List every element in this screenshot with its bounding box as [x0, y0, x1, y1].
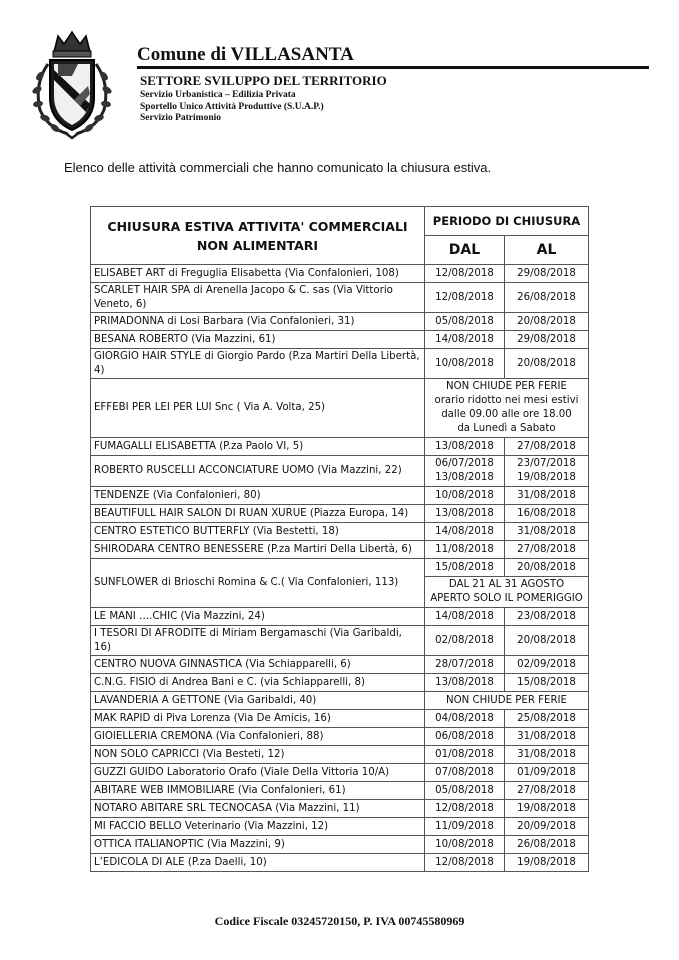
business-name: ROBERTO RUSCELLI ACCONCIATURE UOMO (Via Mazzini, 22)	[91, 456, 425, 487]
table-row	[91, 456, 589, 487]
business-name: GIORGIO HAIR STYLE di Giorgio Pardo (P.za Martiri Della Libertà, 4)	[91, 349, 425, 379]
table-row	[91, 656, 589, 674]
table-row	[91, 764, 589, 782]
business-name: GIOIELLERIA CREMONA (Via Confalonieri, 88)	[91, 728, 425, 746]
table-row	[91, 674, 589, 692]
date-to: 23/08/2018	[505, 608, 589, 626]
table-row	[91, 505, 589, 523]
date-to: 27/08/2018	[505, 782, 589, 800]
date-to: 25/08/2018	[505, 710, 589, 728]
table-title-line2: NON ALIMENTARI	[196, 237, 319, 253]
date-to: 31/08/2018	[505, 728, 589, 746]
date-from: 10/08/2018	[425, 836, 505, 854]
services-list	[140, 90, 324, 125]
table-row	[91, 710, 589, 728]
municipal-crest-icon	[28, 30, 116, 142]
table-title	[91, 207, 425, 265]
date-from: 14/08/2018	[425, 331, 505, 349]
business-name: PRIMADONNA di Losi Barbara (Via Confalonieri, 31)	[91, 313, 425, 331]
date-from: 14/08/2018	[425, 608, 505, 626]
business-name: ABITARE WEB IMMOBILIARE (Via Confalonieri, 61)	[91, 782, 425, 800]
business-name: EFFEBI PER LEI PER LUI Snc ( Via A. Volta, 25)	[91, 379, 425, 438]
note-line: NON CHIUDE PER FERIE	[446, 694, 567, 706]
date-to: 26/08/2018	[505, 836, 589, 854]
note-line: NON CHIUDE PER FERIE	[446, 381, 567, 392]
period-header: PERIODO DI CHIUSURA	[425, 207, 589, 236]
date-to: 19/08/2018	[505, 854, 589, 872]
table-row	[91, 800, 589, 818]
business-name: NOTARO ABITARE SRL TECNOCASA (Via Mazzini, 11)	[91, 800, 425, 818]
table-row	[91, 782, 589, 800]
date-from: 05/08/2018	[425, 782, 505, 800]
date-from: 15/08/2018	[425, 559, 505, 577]
business-name: SCARLET HAIR SPA di Arenella Jacopo & C. sas (Via Vittorio Veneto, 6)	[91, 283, 425, 313]
title-name: VILLASANTA	[230, 44, 354, 65]
date-line: 23/07/2018	[517, 458, 576, 469]
business-name: MAK RAPID di Piva Lorenza (Via De Amicis, 16)	[91, 710, 425, 728]
date-to: 01/09/2018	[505, 764, 589, 782]
date-to: 27/08/2018	[505, 438, 589, 456]
date-to: 20/08/2018	[505, 313, 589, 331]
date-to: 15/08/2018	[505, 674, 589, 692]
date-from: 13/08/2018	[425, 505, 505, 523]
date-to: 02/09/2018	[505, 656, 589, 674]
table-row	[91, 283, 589, 313]
closure-note	[425, 577, 589, 608]
business-name: BESANA ROBERTO (Via Mazzini, 61)	[91, 331, 425, 349]
business-name: GUZZI GUIDO Laboratorio Orafo (Viale Della Vittoria 10/A)	[91, 764, 425, 782]
business-name: TENDENZE (Via Confalonieri, 80)	[91, 487, 425, 505]
from-header: DAL	[425, 236, 505, 265]
business-name: BEAUTIFULL HAIR SALON DI RUAN XURUE (Piazza Europa, 14)	[91, 505, 425, 523]
date-line: 13/08/2018	[435, 472, 494, 483]
date-to: 29/08/2018	[505, 265, 589, 283]
table-row	[91, 265, 589, 283]
date-from: 07/08/2018	[425, 764, 505, 782]
table-row	[91, 836, 589, 854]
table-row	[91, 854, 589, 872]
date-from: 28/07/2018	[425, 656, 505, 674]
table-row	[91, 313, 589, 331]
date-from: 01/08/2018	[425, 746, 505, 764]
table-row	[91, 608, 589, 626]
table-row	[91, 559, 589, 577]
business-name: LAVANDERIA A GETTONE (Via Garibaldi, 40)	[91, 692, 425, 710]
date-from: 12/08/2018	[425, 283, 505, 313]
date-to: 31/08/2018	[505, 523, 589, 541]
table-row	[91, 626, 589, 656]
date-from: 12/08/2018	[425, 265, 505, 283]
intro-text: Elenco delle attività commerciali che hanno comunicato la chiusura estiva.	[64, 160, 492, 175]
note-line: da Lunedì a Sabato	[457, 423, 556, 434]
table-row	[91, 331, 589, 349]
table-row	[91, 523, 589, 541]
date-to: 20/09/2018	[505, 818, 589, 836]
date-from: 13/08/2018	[425, 438, 505, 456]
business-name: C.N.G. FISIO di Andrea Bani e C. (via Schiapparelli, 8)	[91, 674, 425, 692]
date-from: 11/09/2018	[425, 818, 505, 836]
date-to: 27/08/2018	[505, 541, 589, 559]
table-row	[91, 379, 589, 438]
date-line: 06/07/2018	[435, 458, 494, 469]
table-row	[91, 728, 589, 746]
date-from: 02/08/2018	[425, 626, 505, 656]
footer-tax-info: Codice Fiscale 03245720150, P. IVA 00745580969	[214, 914, 465, 928]
business-name: CENTRO NUOVA GINNASTICA (Via Schiapparelli, 6)	[91, 656, 425, 674]
table-row	[91, 692, 589, 710]
business-name: OTTICA ITALIANOPTIC (Via Mazzini, 9)	[91, 836, 425, 854]
business-name: L’EDICOLA DI ALE (P.za Daelli, 10)	[91, 854, 425, 872]
note-line: DAL 21 AL 31 AGOSTO	[448, 579, 565, 590]
table-title-line1: CHIUSURA ESTIVA ATTIVITA' COMMERCIALI	[107, 218, 408, 234]
date-from: 12/08/2018	[425, 854, 505, 872]
service-item: Servizio Patrimonio	[140, 113, 221, 123]
date-from: 05/08/2018	[425, 313, 505, 331]
table-row	[91, 746, 589, 764]
date-to: 20/08/2018	[505, 626, 589, 656]
business-name: SHIRODARA CENTRO BENESSERE (P.za Martiri Della Libertà, 6)	[91, 541, 425, 559]
date-to: 31/08/2018	[505, 487, 589, 505]
business-name: ELISABET ART di Freguglia Elisabetta (Via Confalonieri, 108)	[91, 265, 425, 283]
note-line: dalle 09.00 alle ore 18.00	[441, 409, 572, 420]
date-from: 13/08/2018	[425, 674, 505, 692]
date-to	[505, 456, 589, 487]
business-name: NON SOLO CAPRICCI (Via Besteti, 12)	[91, 746, 425, 764]
business-name: CENTRO ESTETICO BUTTERFLY (Via Bestetti, 18)	[91, 523, 425, 541]
business-name: MI FACCIO BELLO Veterinario (Via Mazzini, 12)	[91, 818, 425, 836]
date-from: 06/08/2018	[425, 728, 505, 746]
date-to: 31/08/2018	[505, 746, 589, 764]
note-line: orario ridotto nei mesi estivi	[434, 395, 579, 406]
date-to: 29/08/2018	[505, 331, 589, 349]
date-line: 19/08/2018	[517, 472, 576, 483]
closure-note	[425, 379, 589, 438]
table-row	[91, 438, 589, 456]
date-from: 10/08/2018	[425, 349, 505, 379]
date-to: 20/08/2018	[505, 559, 589, 577]
municipality-title	[137, 44, 354, 66]
header-divider	[137, 66, 649, 69]
title-prefix: Comune di	[137, 44, 231, 65]
date-to: 16/08/2018	[505, 505, 589, 523]
service-item: Sportello Unico Attività Produttive (S.U.A.P.)	[140, 101, 324, 112]
business-name: LE MANI ….CHIC (Via Mazzini, 24)	[91, 608, 425, 626]
date-from: 14/08/2018	[425, 523, 505, 541]
table-row	[91, 818, 589, 836]
table-row	[91, 541, 589, 559]
sector-title: SETTORE SVILUPPO DEL TERRITORIO	[140, 73, 387, 88]
date-from: 11/08/2018	[425, 541, 505, 559]
closures-table	[90, 206, 589, 872]
date-to: 26/08/2018	[505, 283, 589, 313]
note-line: APERTO SOLO IL POMERIGGIO	[430, 593, 583, 604]
to-header: AL	[505, 236, 589, 265]
business-name: SUNFLOWER di Brioschi Romina & C.( Via Confalonieri, 113)	[91, 559, 425, 608]
date-from	[425, 456, 505, 487]
service-item: Servizio Urbanistica – Edilizia Privata	[140, 90, 296, 100]
business-name: I TESORI DI AFRODITE di Miriam Bergamaschi (Via Garibaldi, 16)	[91, 626, 425, 656]
date-from: 12/08/2018	[425, 800, 505, 818]
date-to: 20/08/2018	[505, 349, 589, 379]
date-from: 10/08/2018	[425, 487, 505, 505]
date-to: 19/08/2018	[505, 800, 589, 818]
table-row	[91, 349, 589, 379]
date-from: 04/08/2018	[425, 710, 505, 728]
closure-note	[425, 692, 589, 710]
business-name: FUMAGALLI ELISABETTA (P.za Paolo VI, 5)	[91, 438, 425, 456]
table-row	[91, 487, 589, 505]
